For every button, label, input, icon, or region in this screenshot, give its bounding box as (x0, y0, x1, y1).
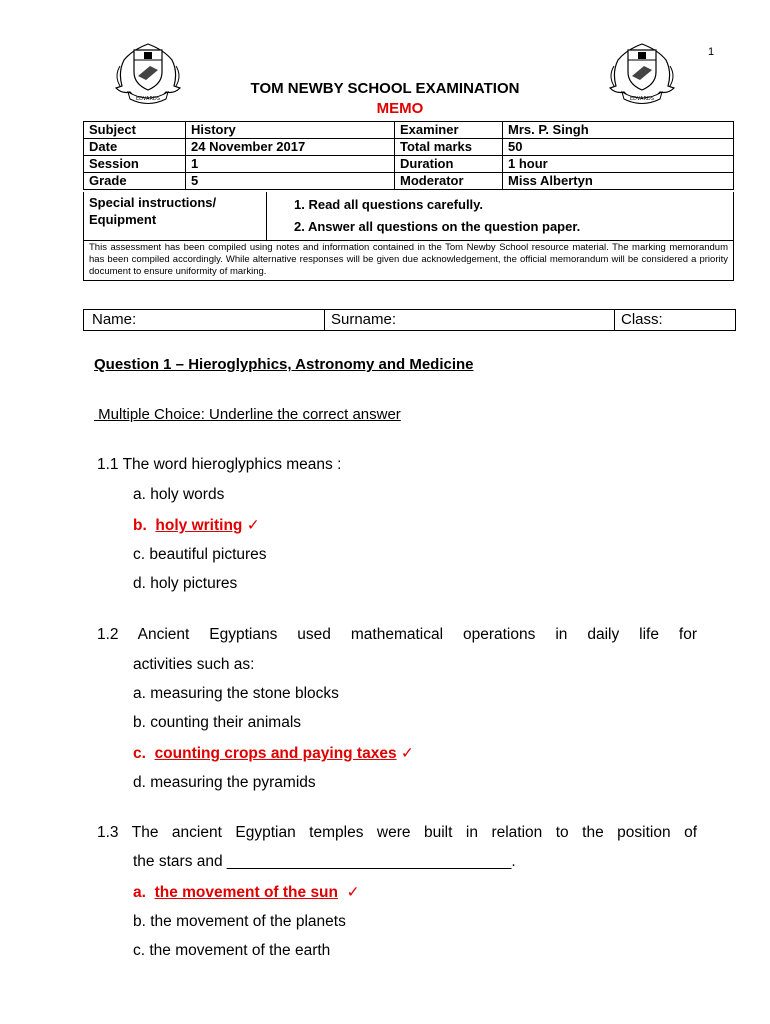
answer-option: b. the movement of the planets (133, 913, 346, 930)
question-stem: activities such as: (133, 656, 255, 673)
svg-text:EDVARDS: EDVARDS (630, 96, 654, 102)
school-exam-title: TOM NEWBY SCHOOL EXAMINATION (250, 80, 520, 97)
page-number: 1 (708, 46, 715, 58)
divider (266, 192, 267, 240)
student-details-bar (83, 309, 736, 331)
info-value: History (186, 122, 395, 139)
info-label: Grade (84, 173, 186, 190)
info-row (84, 156, 734, 173)
info-row (84, 139, 734, 156)
answer-option: d. holy pictures (133, 575, 238, 592)
info-value: Miss Albertyn (503, 173, 734, 190)
info-row (84, 173, 734, 190)
instruction-item: 1. Read all questions carefully. (294, 197, 484, 212)
info-value: 1 hour (503, 156, 734, 173)
answer-option: a. measuring the stone blocks (133, 685, 339, 702)
answer-option: c. beautiful pictures (133, 546, 267, 563)
info-value: 24 November 2017 (186, 139, 395, 156)
info-row (84, 122, 734, 139)
answer-option: b. counting their animals (133, 714, 302, 731)
question-stem: the stars and _________________________________. (133, 853, 516, 870)
info-label: Duration (395, 156, 503, 173)
info-label: Moderator (395, 173, 503, 190)
info-label: Total marks (395, 139, 503, 156)
question-stem: 1.3 The ancient Egyptian temples were built in relation to the position of (97, 824, 697, 841)
class-field[interactable]: Class: (621, 311, 663, 328)
correct-answer-option: c. counting crops and paying taxes ✓ (133, 745, 414, 762)
info-value: Mrs. P. Singh (503, 122, 734, 139)
answer-option: d. measuring the pyramids (133, 774, 316, 791)
memo-label: MEMO (376, 100, 424, 117)
name-field[interactable]: Name: (92, 311, 137, 328)
special-instructions-label: Special instructions/ Equipment (89, 195, 217, 227)
answer-option: c. the movement of the earth (133, 942, 331, 959)
divider (324, 310, 325, 330)
assessment-note: This assessment has been compiled using notes and information contained in the Tom Newby School resource material. The marking memorandum has been compiled accordingly. While alternative responses will be given due acknowledgement, the official memorandum will be considered a priority document to ensure uniformity of marking. (83, 240, 734, 281)
instructions-list (294, 194, 580, 238)
question-heading: Question 1 – Hieroglyphics, Astronomy and Medicine (94, 356, 474, 373)
tick-icon: ✓ (400, 745, 414, 762)
question-stem: 1.1 The word hieroglyphics means : (97, 456, 342, 473)
info-label: Subject (84, 122, 186, 139)
info-value: 50 (503, 139, 734, 156)
tick-icon: ✓ (246, 517, 260, 534)
question-stem: 1.2 Ancient Egyptians used mathematical operations in daily life for (97, 626, 697, 643)
tick-icon: ✓ (346, 884, 360, 901)
instruction-item: 2. Answer all questions on the question paper. (294, 219, 581, 234)
svg-text:EDVARDS: EDVARDS (136, 96, 160, 102)
answer-option: a. holy words (133, 486, 225, 503)
divider (614, 310, 615, 330)
info-label: Session (84, 156, 186, 173)
correct-answer-option: a. the movement of the sun ✓ (133, 884, 360, 901)
special-instructions (83, 192, 734, 241)
surname-field[interactable]: Surname: (331, 311, 397, 328)
info-value: 5 (186, 173, 395, 190)
info-label: Date (84, 139, 186, 156)
correct-answer-option: b. holy writing ✓ (133, 517, 260, 534)
info-value: 1 (186, 156, 395, 173)
exam-info-table (83, 121, 734, 190)
multiple-choice-instruction: Multiple Choice: Underline the correct answer (94, 406, 401, 423)
info-label: Examiner (395, 122, 503, 139)
